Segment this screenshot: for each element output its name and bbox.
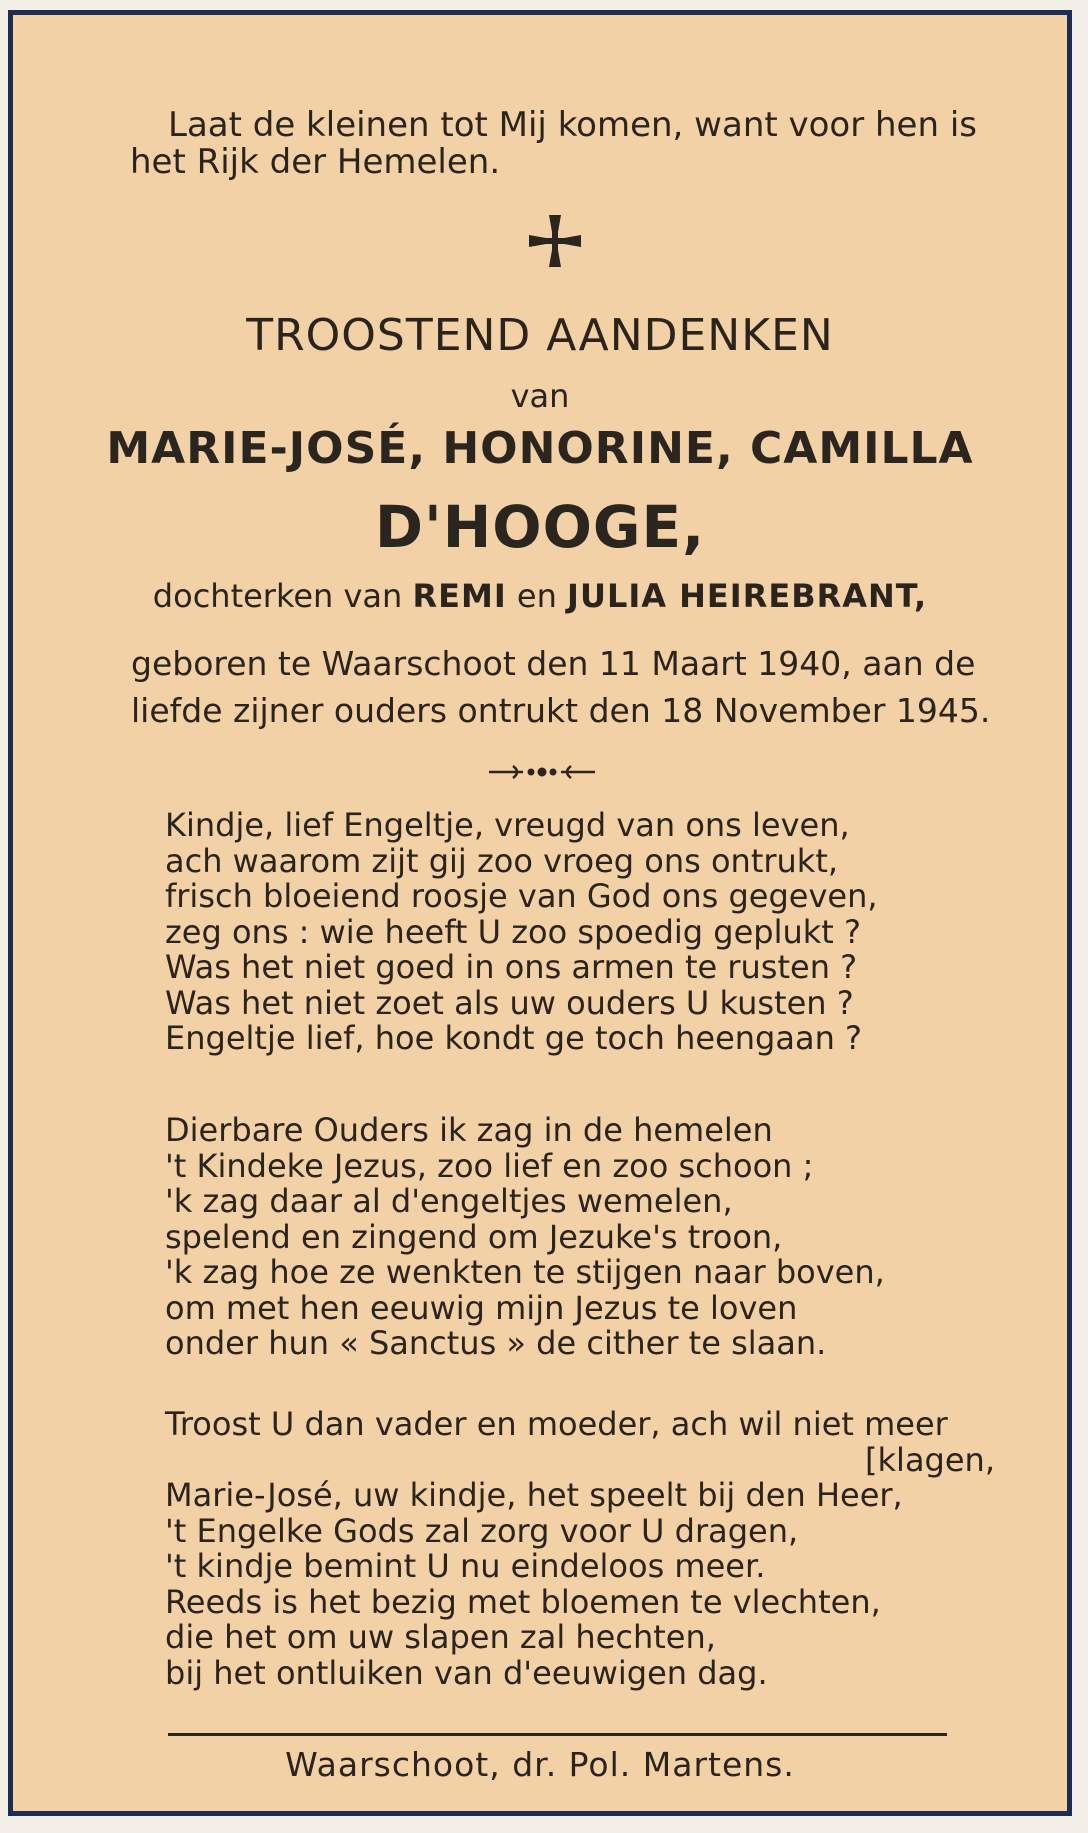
mother-name: JULIA HEIREBRANT, [567, 577, 928, 615]
printer-footer: Waarschoot, dr. Pol. Martens. [285, 1745, 795, 1784]
flourish-divider-icon [487, 761, 597, 787]
bible-verse [130, 107, 990, 181]
poem-line: 't Engelke Gods zal zorg voor U dragen, [165, 1511, 799, 1550]
poem-line-continuation: [klagen, [865, 1440, 995, 1479]
bible-verse-line-2: het Rijk der Hemelen. [130, 142, 501, 182]
divider-rule [168, 1733, 947, 1736]
heading: TROOSTEND AANDENKEN [246, 310, 834, 361]
poem-line: om met hen eeuwig mijn Jezus te loven [165, 1288, 798, 1327]
deceased-surname: D'HOOGE, [374, 493, 706, 561]
poem-line: die het om uw slapen zal hechten, [165, 1618, 716, 1656]
deceased-given-names: MARIE-JOSÉ, HONORINE, CAMILLA [106, 423, 974, 474]
poem-line: 'k zag daar al d'engeltjes wemelen, [165, 1182, 733, 1220]
cross-pattee-icon [527, 213, 583, 273]
bible-verse-line-1: Laat de kleinen tot Mij komen, want voor hen is [168, 105, 977, 145]
memorial-card [8, 10, 1072, 1816]
poem-line: bij het ontluiken van d'eeuwigen dag. [165, 1653, 768, 1692]
parents-prefix: dochterken van [152, 577, 403, 615]
poem-line: Marie-José, uw kindje, het speelt bij den Heer, [165, 1476, 903, 1514]
birth-death-text [131, 640, 991, 734]
poem-line: Was het niet goed in ons armen te rusten ? [165, 948, 858, 986]
poem-line: onder hun « Sanctus » de cither te slaan. [165, 1324, 827, 1362]
poem-stanza-3 [165, 1407, 995, 1691]
poem-line: Kindje, lief Engeltje, vreugd van ons leven, [165, 806, 850, 844]
van-text: van [510, 377, 570, 415]
father-name: REMI [412, 577, 507, 615]
poem-stanza-1 [165, 808, 995, 1057]
parents-and: en [516, 577, 557, 615]
poem-line: 't Kindeke Jezus, zoo lief en zoo schoon ; [165, 1146, 814, 1185]
poem-line: zeg ons : wie heeft U zoo spoedig geplukt ? [165, 912, 861, 951]
birth-line: geboren te Waarschoot den 11 Maart 1940, aan de [131, 644, 976, 683]
poem-line: 't kindje bemint U nu eindeloos meer. [165, 1547, 766, 1585]
poem-stanza-2 [165, 1113, 995, 1362]
poem-line: spelend en zingend om Jezuke's troon, [165, 1217, 783, 1256]
poem-line: Engeltje lief, hoe kondt ge toch heengaan ? [165, 1019, 863, 1057]
poem-line: ach waarom zijt gij zoo vroeg ons ontrukt, [165, 841, 839, 880]
poem-line: 'k zag hoe ze wenkten te stijgen naar boven, [165, 1253, 885, 1291]
death-line: liefde zijner ouders ontrukt den 18 November 1945. [131, 691, 991, 730]
poem-line: Dierbare Ouders ik zag in de hemelen [165, 1111, 773, 1149]
poem-line: Reeds is het bezig met bloemen te vlechten, [165, 1582, 881, 1621]
poem-line: Troost U dan vader en moeder, ach wil niet meer [165, 1405, 948, 1443]
parents-line [13, 577, 1067, 615]
poem-line: Was het niet zoet als uw ouders U kusten ? [165, 983, 854, 1022]
poem-line: frisch bloeiend roosje van God ons gegeven, [165, 877, 878, 915]
